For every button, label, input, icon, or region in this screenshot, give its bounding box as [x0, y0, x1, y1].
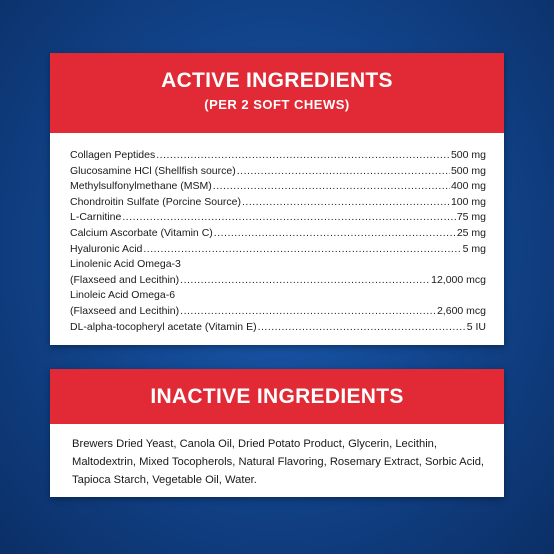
ingredient-name: Glucosamine HCl (Shellfish source) — [70, 164, 236, 177]
ingredient-name: Calcium Ascorbate (Vitamin C) — [70, 226, 213, 239]
ingredient-row — [70, 304, 486, 320]
ingredient-amount: 5 IU — [466, 320, 486, 333]
ingredient-row — [70, 242, 486, 258]
ingredient-amount: 75 mg — [456, 211, 486, 224]
inactive-ingredients-panel — [50, 369, 504, 497]
ingredient-row — [70, 273, 486, 289]
ingredient-name: (Flaxseed and Lecithin) — [70, 304, 180, 317]
ingredient-amount: 100 mg — [450, 195, 486, 208]
dot-leader — [237, 164, 450, 180]
ingredient-name: L-Carnitine — [70, 211, 122, 224]
dot-leader — [143, 242, 461, 258]
dot-leader — [214, 226, 456, 242]
ingredient-name: DL-alpha-tocopheryl acetate (Vitamin E) — [70, 320, 257, 333]
ingredient-row — [70, 226, 486, 242]
dot-leader — [213, 179, 450, 195]
ingredient-name: (Flaxseed and Lecithin) — [70, 273, 180, 286]
ingredient-amount: 2,600 mcg — [436, 304, 486, 317]
active-ingredients-list — [50, 133, 504, 335]
dot-leader — [180, 273, 430, 289]
active-ingredients-title: ACTIVE INGREDIENTS — [161, 69, 393, 92]
dot-leader — [242, 195, 450, 211]
ingredient-row — [70, 257, 486, 273]
ingredient-row — [70, 164, 486, 180]
ingredient-amount: 500 mg — [450, 164, 486, 177]
ingredient-name: Linoleic Acid Omega-6 — [70, 289, 176, 302]
dot-leader — [180, 304, 436, 320]
dot-leader — [156, 148, 450, 164]
ingredient-amount: 500 mg — [450, 149, 486, 161]
dot-leader — [258, 320, 466, 336]
inactive-ingredients-title: INACTIVE INGREDIENTS — [150, 385, 404, 408]
ingredient-name: Chondroitin Sulfate (Porcine Source) — [70, 195, 242, 208]
ingredient-amount: 400 mg — [450, 180, 486, 193]
active-ingredients-panel — [50, 53, 504, 345]
inactive-ingredients-text: Brewers Dried Yeast, Canola Oil, Dried Potato Product, Glycerin, Lecithin, Maltodextrin, Mixed Tocopherols, Natural Flavoring, Rosemary Extract, Sorbic Acid, Tapioca Starch, Vegetable Oil, Water. — [72, 438, 485, 486]
ingredient-name: Linolenic Acid Omega-3 — [70, 258, 181, 271]
dot-leader — [122, 210, 455, 226]
ingredient-name: Methylsulfonylmethane (MSM) — [70, 180, 212, 193]
ingredient-row — [70, 195, 486, 211]
ingredient-row — [70, 288, 486, 304]
ingredient-name: Hyaluronic Acid — [70, 242, 143, 255]
ingredient-row — [70, 210, 486, 226]
ingredient-amount: 25 mg — [456, 226, 486, 239]
active-ingredients-header — [50, 53, 504, 133]
ingredient-amount: 5 mg — [462, 242, 486, 255]
ingredient-amount: 12,000 mcg — [431, 273, 486, 286]
active-ingredients-subtitle: (PER 2 SOFT CHEWS) — [204, 97, 350, 112]
ingredient-row — [70, 320, 486, 336]
ingredient-row — [70, 148, 486, 164]
ingredient-row — [70, 179, 486, 195]
inactive-ingredients-header — [50, 369, 504, 424]
ingredient-name: Collagen Peptides — [70, 149, 156, 161]
